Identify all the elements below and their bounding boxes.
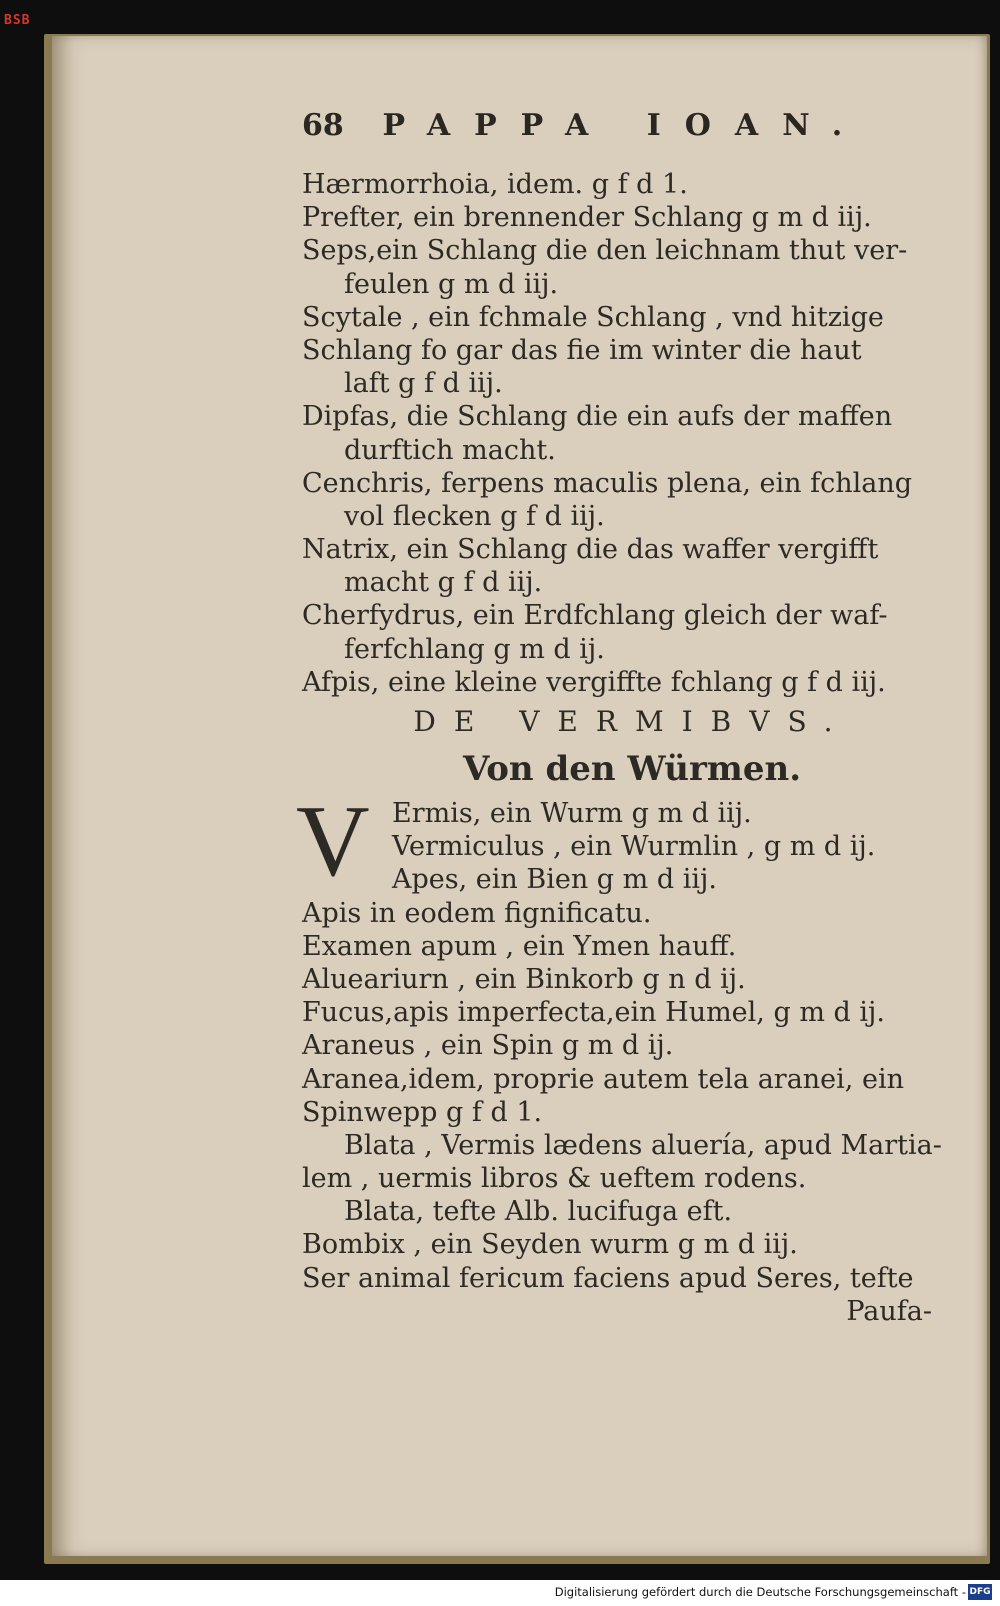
footer-bar [0,1580,1000,1606]
text-line: Seps,ein Schlang die den leichnam thut ver- [302,235,908,267]
footer-credit: Digitalisierung gefördert durch die Deutsche Forschungsgemeinschaft - [554,1585,966,1599]
text-line: Alueariurn , ein Binkorb g n d ij. [302,963,746,995]
text-line: macht g f d iij. [344,567,543,599]
text-line: Apis in eodem fignificatu. [302,897,652,929]
text-line: durftich macht. [344,434,556,466]
text-line: vol flecken g f d iij. [344,500,605,532]
body-text-top [302,168,962,699]
text-line: ferfchlang g m d ij. [344,633,605,665]
dropcap-paragraph [296,785,962,898]
text-line: Schlang fo gar das fie im winter die haut [302,334,862,366]
running-header [302,108,867,143]
text-line: laft g f d iij. [344,368,503,400]
dfg-logo: DFG [968,1584,992,1600]
text-line: Blata, tefte Alb. lucifuga eft. [344,1196,733,1228]
section-title: DE VERMIBVS. [413,705,851,738]
text-line: Araneus , ein Spin g m d ij. [302,1030,674,1062]
text-line: Afpis, eine kleine vergiffte fchlang g f d iij. [302,666,886,698]
text-line: Spinwepp g f d 1. [302,1096,543,1128]
text-line: Ermis, ein Wurm g m d iij. [392,798,752,829]
text-line: Scytale , ein fchmale Schlang , vnd hitzige [302,301,884,333]
text-line: feulen g m d iij. [344,268,559,300]
page-number: 68 [302,108,344,143]
page-text [296,168,962,1328]
text-line: Hærmorrhoia, idem. g f d 1. [302,169,688,200]
text-line: Fucus,apis imperfecta,ein Humel, g m d ij. [302,997,885,1029]
text-line: Ser animal fericum faciens apud Seres, tefte [302,1262,914,1294]
section-subtitle: Von den Würmen. [462,749,802,789]
text-line: Examen apum , ein Ymen hauff. [302,930,737,962]
text-line: Apes, ein Bien g m d iij. [392,864,717,896]
running-title: PAPPA IOAN. [382,108,867,143]
text-line: Vermiculus , ein Wurmlin , g m d ij. [392,831,876,863]
dropcap-lines [392,797,962,897]
catchword: Paufa- [846,1295,932,1327]
text-line: Natrix, ein Schlang die das waffer vergifft [302,534,879,566]
text-line: Blata , Vermis lædens aluería, apud Martia- [344,1129,942,1161]
drop-capital: V [296,785,370,898]
text-line: Cherfydrus, ein Erdfchlang gleich der waf- [302,600,888,632]
bsb-watermark: BSB [4,13,31,28]
text-line: Prefter, ein brennender Schlang g m d iij. [302,202,872,234]
text-line: Aranea,idem, proprie autem tela aranei, ein [302,1063,904,1095]
text-line: Cenchris, ferpens maculis plena, ein fchlang [302,467,913,499]
body-text-bottom [302,897,962,1295]
text-line: Dipfas, die Schlang die ein aufs der maffen [302,401,893,433]
text-line: lem , uermis libros & ueftem rodens. [302,1163,807,1195]
text-line: Bombix , ein Seyden wurm g m d iij. [302,1229,798,1261]
